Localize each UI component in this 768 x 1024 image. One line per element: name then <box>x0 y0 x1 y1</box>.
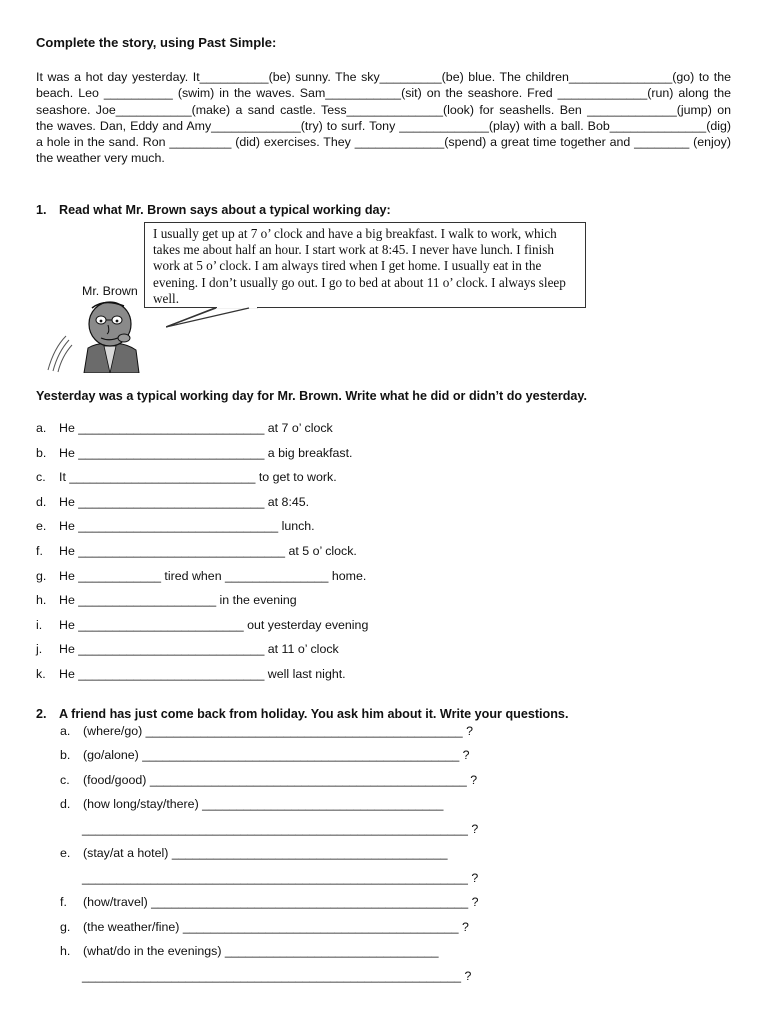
list-item[interactable]: e. (stay/at a hotel) ________________________________________ <box>60 846 448 860</box>
speech-bubble: I usually get up at 7 o’ clock and have a big breakfast. I walk to work, which takes me about half an hour. I start work at 8:45. I never have lunch. I finish work at 5 o’ clock. I am always tired when I get home. I usually eat in the evening. I don’t usually go out. I go to bed at about 11 o’ clock. I always sleep well. <box>144 222 586 308</box>
story-title: Complete the story, using Past Simple: <box>36 35 277 50</box>
question-1-text: Read what Mr. Brown says about a typical working day: <box>59 203 391 217</box>
list-item[interactable]: c. (food/good) ______________________________________________ ? <box>60 773 478 787</box>
question-1-number: 1. <box>36 203 47 217</box>
speaker-label: Mr. Brown <box>82 284 138 298</box>
list-item[interactable]: d. He ___________________________ at 8:45. <box>36 495 310 509</box>
mr-brown-illustration <box>44 298 144 373</box>
yesterday-instruction: Yesterday was a typical working day for Mr. Brown. Write what he did or didn’t do yesterday. <box>36 389 587 403</box>
list-item[interactable]: a. He ___________________________ at 7 o’ clock <box>36 421 333 435</box>
list-item[interactable]: k. He ___________________________ well last night. <box>36 667 346 681</box>
question-2-text: A friend has just come back from holiday. You ask him about it. Write your questions. <box>59 707 569 721</box>
list-item[interactable]: f. (how/travel) ______________________________________________ ? <box>60 895 479 909</box>
list-item[interactable]: g. (the weather/fine) ________________________________________ ? <box>60 920 469 934</box>
list-item[interactable]: b. (go/alone) ______________________________________________ ? <box>60 748 470 762</box>
list-item[interactable]: c. It ___________________________ to get to work. <box>36 470 337 484</box>
list-item[interactable]: a. (where/go) ______________________________________________ ? <box>60 724 473 738</box>
list-item[interactable]: h. He ____________________ in the evening <box>36 593 297 607</box>
list-item[interactable]: f. He ______________________________ at 5 o’ clock. <box>36 544 357 558</box>
question-2-heading <box>36 707 568 721</box>
answer-line[interactable]: ________________________________________________________ ? <box>82 822 479 836</box>
list-item[interactable]: i. He ________________________ out yesterday evening <box>36 618 369 632</box>
question-2-number: 2. <box>36 707 47 721</box>
list-item[interactable]: d. (how long/stay/there) ___________________________________ <box>60 797 444 811</box>
answer-line[interactable]: _______________________________________________________ ? <box>82 969 472 983</box>
speech-bubble-tail <box>166 307 266 329</box>
list-item[interactable]: j. He ___________________________ at 11 o’ clock <box>36 642 339 656</box>
question-1-heading <box>36 203 391 217</box>
list-item[interactable]: g. He ____________ tired when _______________ home. <box>36 569 367 583</box>
answer-line[interactable]: ________________________________________________________ ? <box>82 871 479 885</box>
list-item[interactable]: e. He _____________________________ lunch. <box>36 519 315 533</box>
story-paragraph: It was a hot day yesterday. It__________(be) sunny. The sky_________(be) blue. The children_______________(go) to the beach. Leo __________ (swim) in the waves. Sam___________(sit) on the seashore. Fred _____________(run) along the seashore. Joe___________(make) a sand castle. Tess______________(look) for seashells. Ben _____________(jump) on the waves. Dan, Eddy and Amy_____________(try) to surf. Tony _____________(play) with a ball. Bob______________(dig) a hole in the sand. Ron _________ (did) exercises. They _____________(spend) a great time together and ________ (enjoy) the weather very much. <box>36 70 731 166</box>
list-item[interactable]: b. He ___________________________ a big breakfast. <box>36 446 353 460</box>
list-item[interactable]: h. (what/do in the evenings) _______________________________ <box>60 944 439 958</box>
